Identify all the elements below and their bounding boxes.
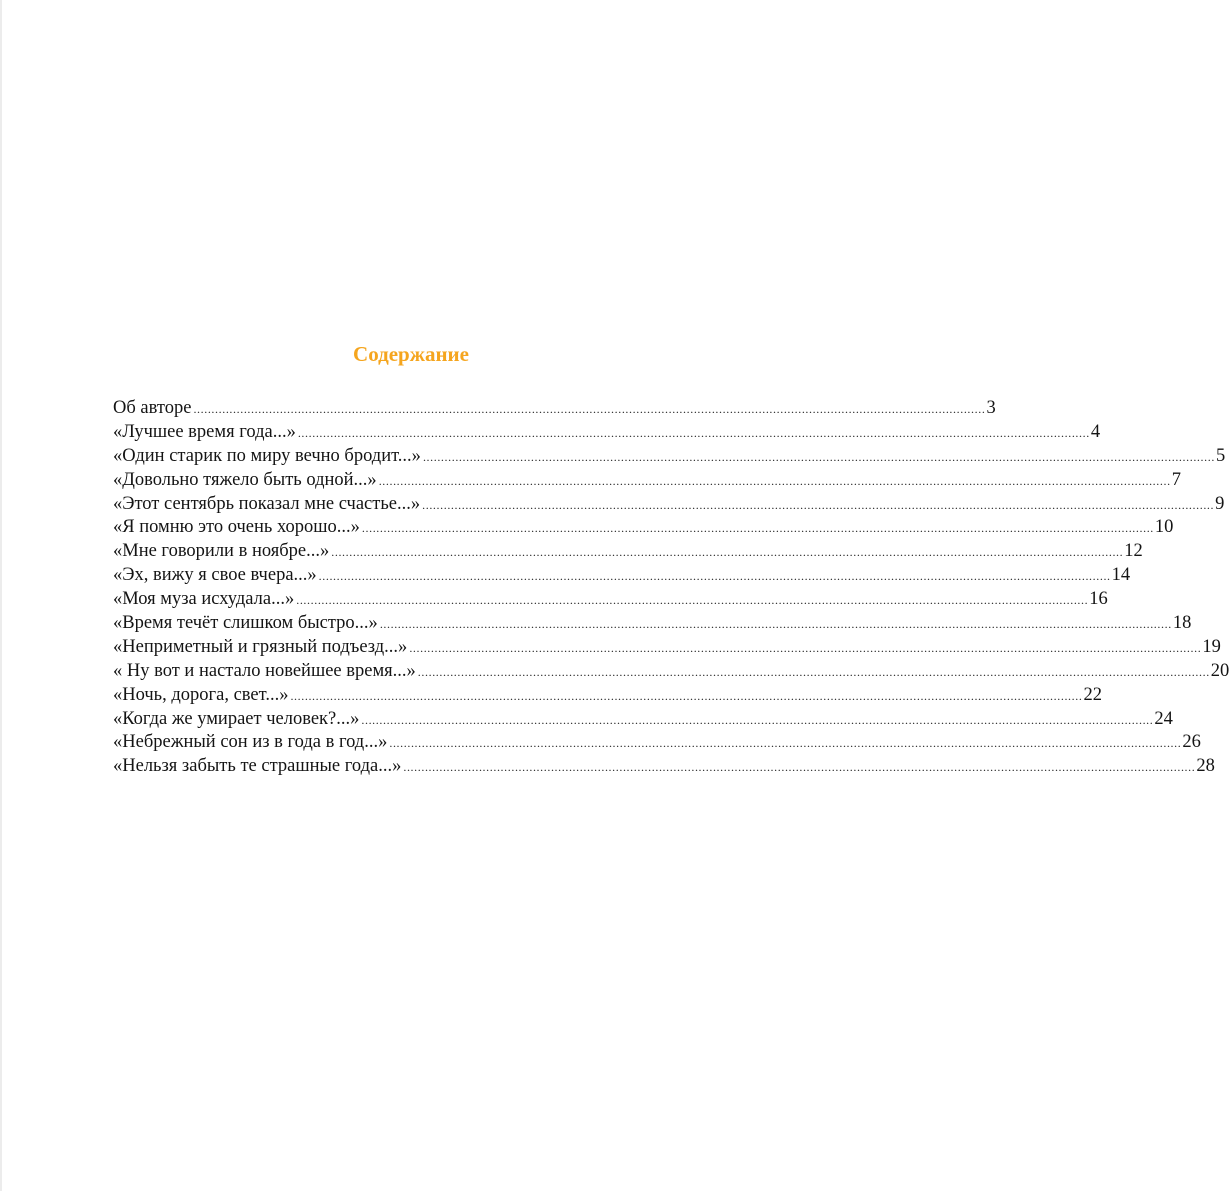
toc-entry-page: 28 <box>1196 756 1215 777</box>
toc-entry-label: Об авторе <box>113 398 192 418</box>
toc-dot-leader: ............................................................................................................................................................................................................................ <box>361 521 1154 536</box>
toc-entry-label: «Нельзя забыть те страшные года...» <box>113 756 402 777</box>
toc-entry[interactable] <box>113 493 1225 517</box>
toc-entry-page: 22 <box>1083 684 1102 705</box>
toc-entry-page: 18 <box>1172 613 1192 634</box>
toc-entry-page: 20 <box>1210 660 1229 681</box>
toc-entry-label: «Небрежный сон из в года в год...» <box>113 732 388 753</box>
toc-entry-label: « Ну вот и настало новейшее время...» <box>113 660 416 681</box>
toc-dot-leader: ............................................................................................................................................................................................................................ <box>403 760 1196 775</box>
toc-dot-leader: ............................................................................................................................................................................................................................ <box>379 617 1172 632</box>
toc-dot-leader: ............................................................................................................................................................................................................................ <box>331 545 1124 560</box>
page-edge <box>0 0 2 1191</box>
toc-entry-page: 16 <box>1089 589 1108 610</box>
toc-entry-page: 12 <box>1124 541 1143 562</box>
toc-entry-label: «Я помню это очень хорошо...» <box>113 517 360 538</box>
toc-entry-page: 7 <box>1171 469 1181 490</box>
toc-dot-leader: ............................................................................................................................................................................................................................ <box>422 497 1215 512</box>
toc-entry-page: 24 <box>1154 708 1173 729</box>
toc-entry[interactable] <box>113 445 1226 469</box>
toc-entry[interactable] <box>113 516 1174 540</box>
toc-entry-label: «Время течёт слишком быстро...» <box>113 613 378 634</box>
toc-entry-label: «Моя муза исхудала...» <box>113 589 295 610</box>
toc-entry-page: 9 <box>1215 493 1225 514</box>
toc-entry-label: «Довольно тяжело быть одной...» <box>113 469 377 490</box>
toc-entry[interactable] <box>113 636 1221 660</box>
toc-entry-label: «Этот сентябрь показал мне счастье...» <box>113 493 421 514</box>
toc-entry[interactable] <box>113 469 1181 493</box>
toc-entry-page: 3 <box>986 398 996 418</box>
toc-entry-page: 5 <box>1215 445 1226 466</box>
toc-entry[interactable] <box>113 660 1229 684</box>
toc-dot-leader: ............................................................................................................................................................................................................................ <box>361 712 1154 727</box>
toc-entry-label: «Когда же умирает человек?...» <box>113 708 360 729</box>
toc-entry-label: «Один старик по миру вечно бродит...» <box>113 445 421 466</box>
toc-entry-page: 10 <box>1154 517 1174 538</box>
toc-entry[interactable] <box>113 731 1201 755</box>
toc-entry[interactable] <box>113 540 1143 564</box>
toc-dot-leader: ............................................................................................................................................................................................................................ <box>417 664 1210 679</box>
toc-entry[interactable] <box>113 588 1108 612</box>
toc-dot-leader: ............................................................................................................................................................................................................................ <box>422 449 1215 464</box>
toc-entry-page: 19 <box>1202 636 1221 657</box>
toc-dot-leader: ............................................................................................................................................................................................................................ <box>378 473 1171 488</box>
toc-entry[interactable] <box>113 684 1102 708</box>
toc-dot-leader: ............................................................................................................................................................................................................................ <box>389 736 1182 751</box>
toc-entry-label: «Лучшее время года...» <box>113 421 296 442</box>
toc-dot-leader: ............................................................................................................................................................................................................................ <box>318 569 1111 584</box>
toc-dot-leader: ............................................................................................................................................................................................................................ <box>297 425 1090 440</box>
toc-entry[interactable] <box>113 421 1101 445</box>
toc-entry-label: «Мне говорили в ноябре...» <box>113 541 330 562</box>
toc-entry-page: 4 <box>1090 421 1101 442</box>
toc-entry[interactable] <box>113 708 1173 732</box>
toc-entry[interactable] <box>113 397 996 421</box>
toc-entry[interactable] <box>113 564 1131 588</box>
toc-entry-label: «Ночь, дорога, свет...» <box>113 684 289 705</box>
toc-entry-label: «Неприметный и грязный подъезд...» <box>113 636 408 657</box>
toc-entry[interactable] <box>113 755 1215 779</box>
toc-entry-label: «Эх, вижу я свое вчера...» <box>113 565 317 586</box>
toc-entry-page: 14 <box>1111 565 1131 586</box>
toc-entry-page: 26 <box>1182 732 1201 753</box>
toc-list <box>113 397 1229 779</box>
toc-dot-leader: ............................................................................................................................................................................................................................ <box>193 402 986 416</box>
toc-entry[interactable] <box>113 612 1192 636</box>
toc-dot-leader: ............................................................................................................................................................................................................................ <box>409 640 1202 655</box>
toc-dot-leader: ............................................................................................................................................................................................................................ <box>296 593 1089 608</box>
toc-title: Содержание <box>353 342 469 366</box>
toc-dot-leader: ............................................................................................................................................................................................................................ <box>290 688 1083 703</box>
